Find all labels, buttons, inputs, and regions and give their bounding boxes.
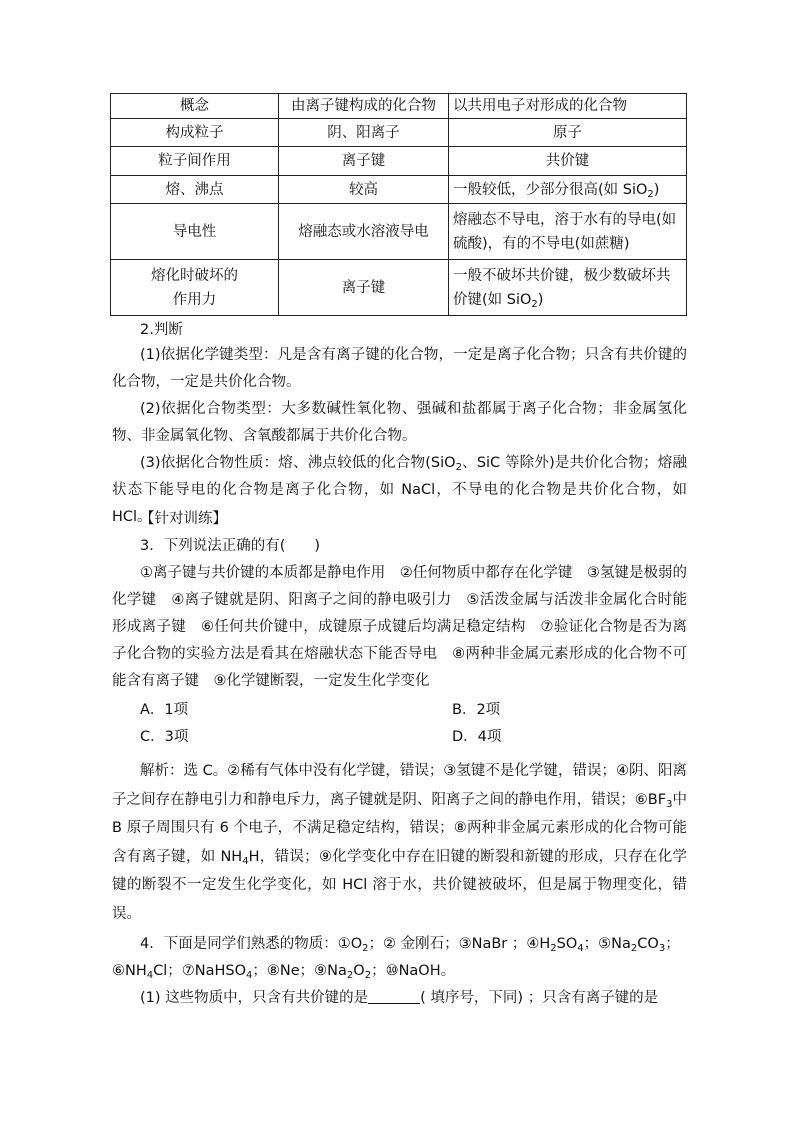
table-cell: 离子键 [279,147,449,176]
subscript: 4 [242,855,249,867]
subscript: 4 [577,943,584,954]
q4-text: ； [665,936,680,952]
table-cell: 共价键 [449,147,687,176]
question-4-line-3 [140,988,658,1008]
table-cell [449,176,687,204]
paragraph-text: (3)依据化合物性质：熔、沸点较低的化合物(SiO [140,455,456,471]
table-cell: 熔融态或水溶液导电 [279,204,449,260]
q4-text: ( 填序号，下同) ；只含有离子键的是 [420,990,659,1006]
section-heading: 2.判断 [140,322,183,338]
table-cell: 由离子键构成的化合物 [279,94,449,119]
paragraph [112,342,687,396]
question-text: ①离子键与共价键的本质都是静电作用 ②任何物质中都存在化学键 ③氢键是极弱的化学键 ④离子键就是阴、阳离子之间的静电吸引力 ⑤活泼金属与活泼非金属化合时能形成离子键 ⑥任何共价键中，成键原子成键后均满足稳定结构 ⑦验证化合物是否为离子化合物的实验方法是看其在熔融状态下能否导电 ⑧两种非金属元素形成的化合物不可能含有离子键 ⑨化学键断裂，一定发生化学变化 [112,565,687,689]
question-4-line-1 [140,934,680,954]
table-cell: 阴、阳离子 [279,119,449,147]
q4-text: (1) 这些物质中，只含有共价键的是 [140,990,369,1006]
table-cell [449,260,687,316]
analysis [112,757,687,928]
table-cell: 原子 [449,119,687,147]
table-cell: 熔融态不导电，溶于水有的导电(如硫酸)，有的不导电(如蔗糖) [449,204,687,260]
subscript: 3 [666,798,673,810]
answer-blank[interactable] [368,989,420,1004]
comparison-table [110,93,687,316]
table-row [111,119,687,147]
subscript: 2 [647,188,654,200]
table-cell: 以共用电子对形成的化合物 [449,94,687,119]
cell-text: ) [537,291,544,308]
option-a: A．1项 [140,702,189,718]
training-heading: 【针对训练】 [140,511,227,527]
table-cell: 离子键 [279,260,449,316]
q4-text: ；② 金刚石；③NaBr ；④H [368,936,551,952]
paragraph [112,396,687,450]
table-row [111,260,687,316]
q4-text: O [353,963,365,979]
analysis-text: 中 B 原子周围只有 6 个电子，不满足稳定结构，错误；⑧两种非金属元素形成的化合物可能含有离子键，如 NH [112,791,687,865]
subscript: 2 [630,943,638,954]
cell-text: 一般不破坏共价键，极少数破坏共价键(如 SiO [453,267,671,308]
analysis-text: H，错误；⑨化学变化中存在旧键的断裂和新键的形成，只存在化学键的断裂不一定发生化学变化，如 HCl 溶于水，共价键被破坏，但是属于物理变化，错误。 [112,848,688,922]
q4-text: 4．下面是同学们熟悉的物质：①O [140,936,363,952]
q4-text: ；⑧Ne；⑨Na [252,963,347,979]
table-row [111,204,687,260]
question-stem: 3．下列说法正确的有( ) [140,538,321,554]
table-row [111,147,687,176]
subscript: 3 [658,943,666,954]
paragraph-text: 、SiC 等除外)是共价化合物；熔融状态下能导电的化合物是离子化合物，如 NaCl，不导电的化合物是共价化合物，如 HCl。 [112,455,687,525]
paragraph-text: (1)依据化学键类型：凡是含有离子键的化合物，一定是离子化合物；只含有共价键的化合物，一定是共价化合物。 [112,347,687,390]
table-row [111,176,687,204]
question-body [112,560,687,695]
table-cell: 熔、沸点 [111,176,279,204]
subscript: 2 [346,970,354,981]
table-cell: 导电性 [111,204,279,260]
q4-text: ；⑤Na [583,936,631,952]
table-cell: 概念 [111,94,279,119]
subscript: 2 [364,970,372,981]
table-cell: 熔化时破坏的作用力 [111,260,279,316]
table-cell: 构成粒子 [111,119,279,147]
subscript: 4 [146,970,154,981]
q4-text: ；⑩NaOH。 [371,963,456,979]
subscript: 2 [531,298,538,310]
cell-text: ) [653,181,660,198]
table-row [111,94,687,119]
table-cell: 较高 [279,176,449,204]
q4-text: SO [556,936,578,952]
cell-text: 一般较低，少部分很高(如 SiO [453,181,648,198]
option-c: C．3项 [140,729,189,745]
question-4-line-2 [112,961,455,981]
subscript: 2 [362,943,369,954]
paragraph-text: (2)依据化合物类型：大多数碱性氧化物、强碱和盐都属于离子化合物；非金属氢化物、非金属氧化物、含氧酸都属于共价化合物。 [112,401,687,444]
subscript: 2 [455,462,462,473]
subscript: 2 [550,943,557,954]
table-cell: 粒子间作用 [111,147,279,176]
q4-text: ⑥NH [112,963,147,979]
option-b: B．2项 [452,702,501,718]
subscript: 4 [246,970,253,981]
q4-text: Cl；⑦NaHSO [153,963,247,979]
option-d: D．4项 [452,729,502,745]
q4-text: CO [637,936,659,952]
analysis-text: 解析：选 C。②稀有气体中没有化学键，错误；③氢键不是化学键，错误；④阴、阳离子之间存在静电引力和静电斥力，离子键就是阴、阳离子之间的静电作用，错误；⑥BF [112,763,687,808]
